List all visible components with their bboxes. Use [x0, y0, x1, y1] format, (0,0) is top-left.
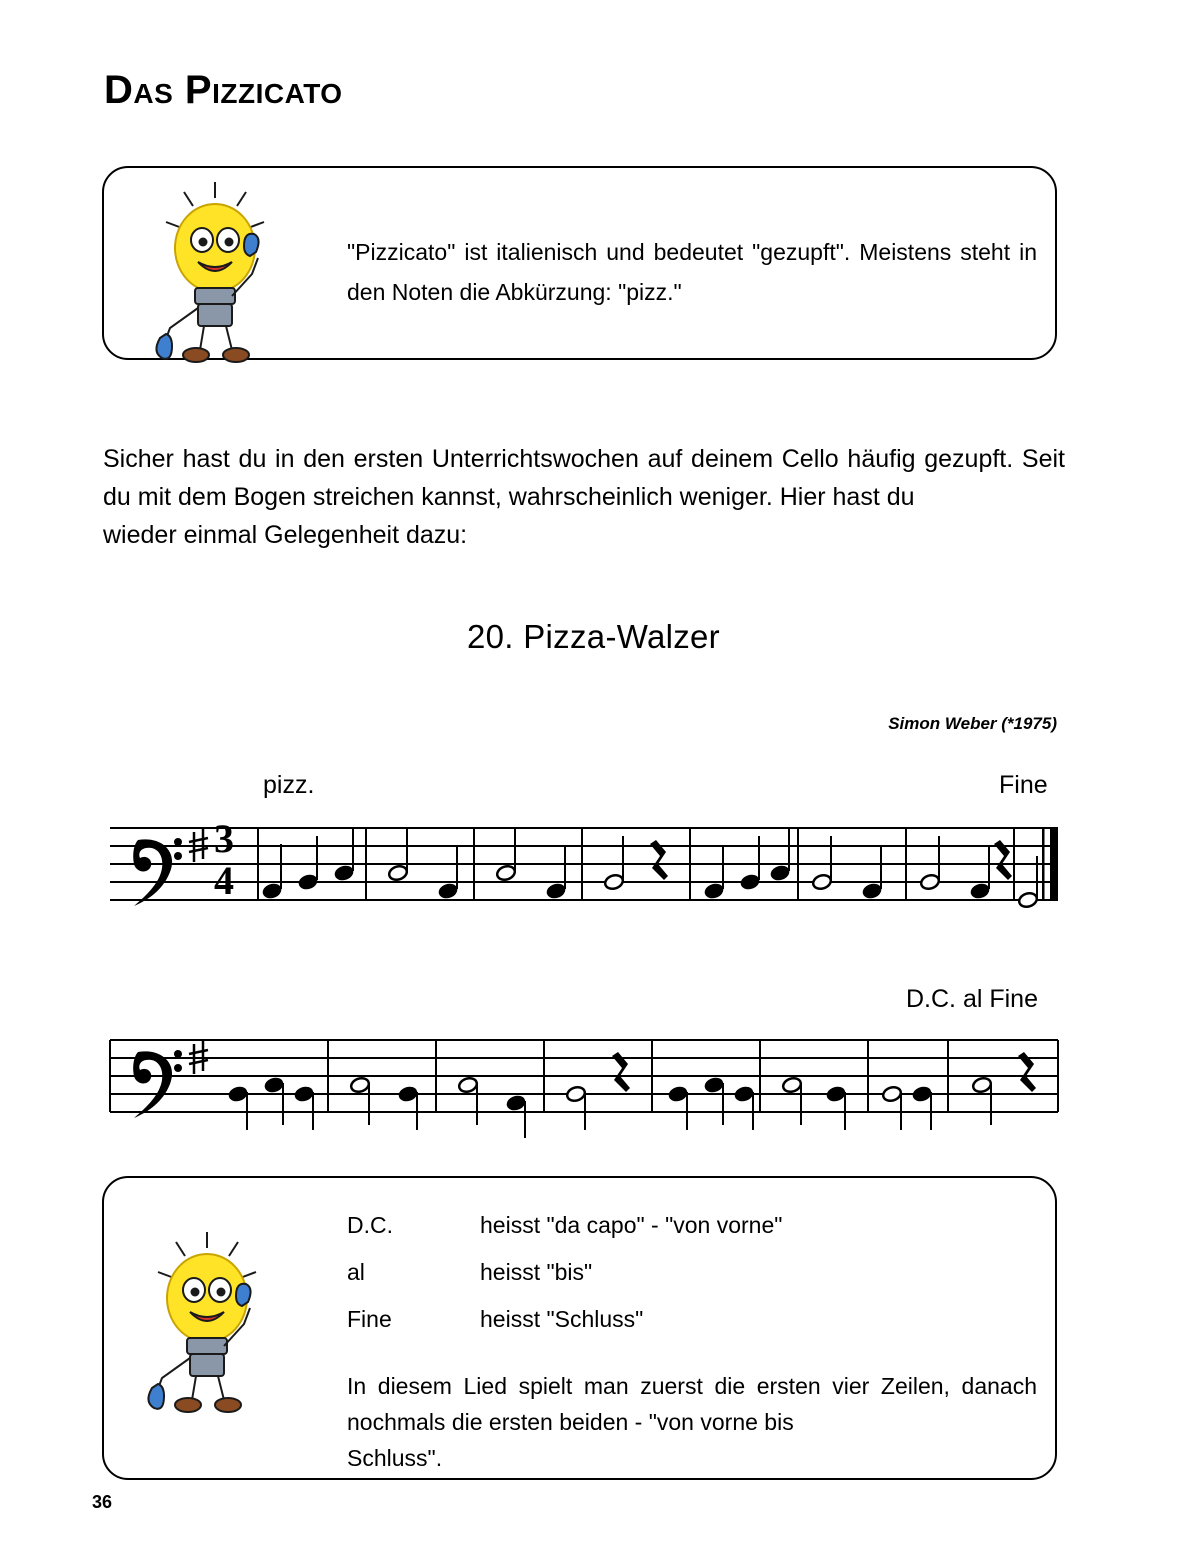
- lightbulb-character-icon: [132, 1228, 282, 1418]
- page-title: Das Pizzicato: [104, 68, 343, 112]
- lightbulb-character-icon: [140, 178, 290, 368]
- body-paragraph: [103, 440, 1065, 554]
- composer-credit: Simon Weber (*1975): [888, 714, 1057, 733]
- info-box-pizzicato-text: "Pizzicato" ist italienisch und bedeutet "gezupft". Meistens steht in den Noten die Abkürzung: "pizz.": [347, 239, 1037, 305]
- term-definition: heisst "Schluss": [480, 1306, 644, 1332]
- term-definition: heisst "bis": [480, 1259, 593, 1285]
- page-number: 36: [92, 1492, 113, 1512]
- info-box-dc-al-fine-text-body: In diesem Lied spielt man zuerst die ersten vier Zeilen, danach nochmals die ersten beiden - "von vorne bis: [347, 1373, 1037, 1435]
- info-box-dc-al-fine-text: [347, 1368, 1037, 1476]
- term-key: D.C.: [347, 1212, 393, 1238]
- term-key: Fine: [347, 1306, 392, 1332]
- term-definition: heisst "da capo" - "von vorne": [480, 1212, 783, 1238]
- body-paragraph-last-line: wieder einmal Gelegenheit dazu:: [103, 521, 468, 549]
- music-staff-system-2: [108, 1030, 1060, 1138]
- piece-title: 20. Pizza-Walzer: [467, 618, 720, 655]
- annotation-dc-al-fine: D.C. al Fine: [906, 985, 1038, 1013]
- annotation-fine: Fine: [999, 771, 1048, 799]
- annotation-pizz: pizz.: [263, 771, 315, 799]
- term-key: al: [347, 1259, 365, 1285]
- svg-text:3: 3: [214, 818, 234, 861]
- info-box-dc-al-fine-text-last-line: Schluss".: [347, 1445, 443, 1471]
- svg-text:4: 4: [214, 858, 234, 903]
- music-staff-system-1: [108, 818, 1060, 926]
- body-paragraph-text: Sicher hast du in den ersten Unterrichtswochen auf deinem Cello häufig gezupft. Seit du mit dem Bogen streichen kannst, wahrscheinlich weniger. Hier hast du: [103, 445, 1065, 511]
